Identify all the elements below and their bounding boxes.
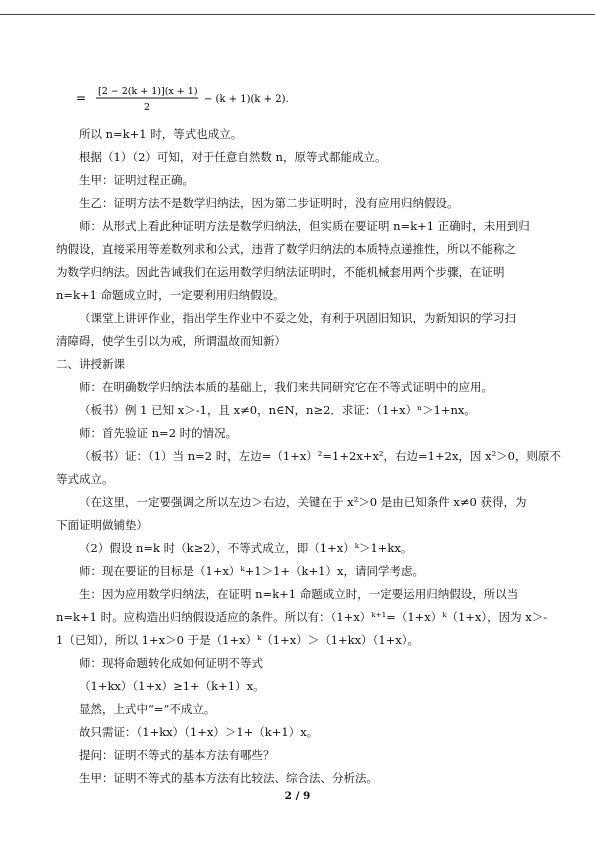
text-line: 生：因为应用数学归纳法，在证明 n=k+1 命题成立时，一定要运用归纳假设，所以当 bbox=[79, 587, 519, 601]
text-line: 1（已知），所以 1+x＞0 于是（1+x）ᵏ（1+x）＞（1+kx）（1+x）。 bbox=[56, 633, 420, 647]
text-line: （板书）证：（1）当 n=2 时，左边=（1+x）²=1+2x+x²，右边=1+2x，因 x²＞0，则原不 bbox=[79, 449, 561, 463]
formula-tail: − (k + 1)(k + 2). bbox=[204, 94, 289, 105]
text-line: 故只需证：（1+kx）（1+x）＞1+（k+1）x。 bbox=[79, 725, 319, 739]
text-line: 师：在明确数学归纳法本质的基础上，我们来共同研究它在不等式证明中的应用。 bbox=[79, 380, 493, 394]
text-line: 提问：证明不等式的基本方法有哪些？ bbox=[79, 748, 275, 762]
text-line: n=k+1 时。应构造出归纳假设适应的条件。所以有：（1+x）ᵏ⁺¹=（1+x）ᵏ（1+x），因为 x＞- bbox=[56, 610, 548, 624]
text-line: 纳假设，直接采用等差数列求和公式，违背了数学归纳法的本质特点递推性，所以不能称之 bbox=[56, 242, 516, 256]
header-rule bbox=[0, 14, 595, 15]
text-line: 师：现在要证的目标是（1+x）ᵏ+1＞1+（k+1）x，请同学考虑。 bbox=[79, 564, 424, 578]
formula-lead: = bbox=[76, 91, 87, 105]
text-line: 根据（1）（2）可知，对于任意自然数 n，原等式都能成立。 bbox=[79, 150, 387, 164]
text-line: 显然，上式中“=”不成立。 bbox=[79, 702, 216, 716]
formula-numerator: [2 − 2(k + 1)](x + 1) bbox=[98, 86, 198, 97]
page-number: 2 / 9 bbox=[284, 790, 311, 802]
text-line: 等式成立。 bbox=[56, 472, 114, 486]
text-line: 生甲：证明不等式的基本方法有比较法、综合法、分析法。 bbox=[79, 771, 378, 785]
text-line: n=k+1 命题成立时，一定要利用归纳假设。 bbox=[56, 288, 285, 302]
section-heading: 二、讲授新课 bbox=[56, 357, 125, 371]
text-line: 清障碍，使学生引以为戒，所谓温故而知新） bbox=[56, 334, 286, 348]
text-line: 师：从形式上看此种证明方法是数学归纳法，但实质在要证明 n=k+1 正确时，未用到归 bbox=[79, 219, 530, 233]
formula-denominator: 2 bbox=[144, 102, 151, 113]
text-line: 下面证明做铺垫） bbox=[56, 518, 148, 532]
text-line: 生乙：证明方法不是数学归纳法，因为第二步证明时，没有应用归纳假设。 bbox=[79, 196, 459, 210]
formula-image bbox=[74, 82, 314, 114]
text-line: （课堂上讲评作业，指出学生作业中不妥之处，有利于巩固旧知识，为新知识的学习扫 bbox=[79, 311, 516, 325]
text-line: 生甲：证明过程正确。 bbox=[79, 173, 194, 187]
text-line: 为数学归纳法。因此告诫我们在运用数学归纳法证明时，不能机械套用两个步骤，在证明 bbox=[56, 265, 505, 279]
text-line: 师：首先验证 n=2 时的情况。 bbox=[79, 426, 238, 440]
text-line: （2）假设 n=k 时（k≥2），不等式成立，即（1+x）ᵏ＞1+kx。 bbox=[79, 541, 413, 555]
text-line: （1+kx）（1+x）≥1+（k+1）x。 bbox=[79, 679, 265, 693]
text-line: （板书）例 1 已知 x＞-1，且 x≠0，n∈N，n≥2．求证：（1+x）ⁿ＞1+nx。 bbox=[79, 403, 476, 417]
text-line: （在这里，一定要强调之所以左边＞右边，关键在于 x²＞0 是由已知条件 x≠0 获得，为 bbox=[79, 495, 527, 509]
text-line: 师：现将命题转化成如何证明不等式 bbox=[79, 656, 263, 670]
text-line: 所以 n=k+1 时，等式也成立。 bbox=[79, 127, 243, 141]
